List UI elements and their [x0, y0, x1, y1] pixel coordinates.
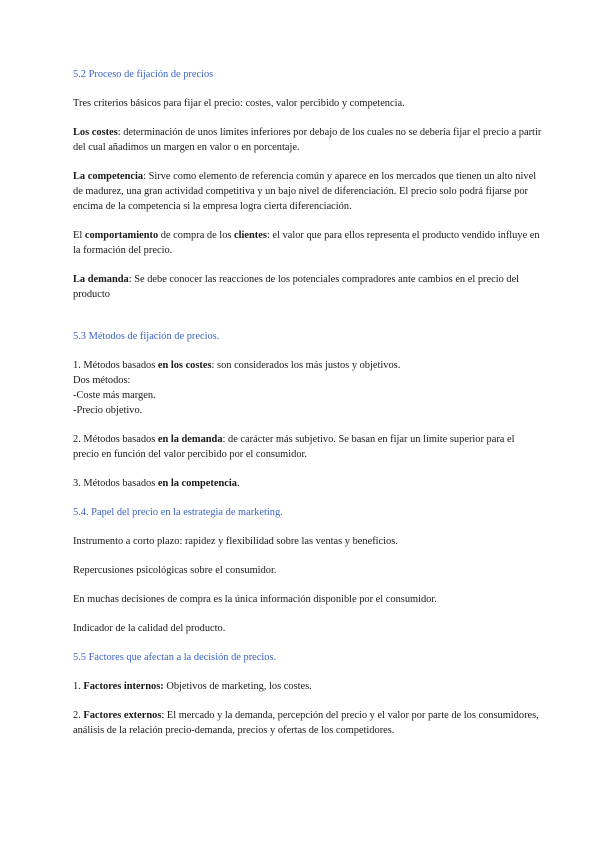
term-factores-internos: Factores internos:: [83, 681, 164, 692]
section-heading-5-5: 5.5 Factores que afectan a la decisión de precios.: [73, 652, 277, 663]
paragraph-unica-informacion: En muchas decisiones de compra es la única información disponible por el consumidor.: [73, 594, 437, 605]
paragraph-instrumento: Instrumento a corto plazo: rapidez y flexibilidad sobre las ventas y beneficios.: [73, 536, 398, 547]
paragraph-factores-internos: 1. Factores internos: Objetivos de marketing, los costes.: [73, 681, 312, 692]
paragraph-dos-metodos: Dos métodos:: [73, 375, 131, 386]
paragraph-metodo-2: 2. Métodos basados en la demanda: de carácter más subjetivo. Se basan en fijar un límite superior para el precio en función del valor percibido por el consumidor.: [73, 434, 515, 460]
list-item-precio-objetivo: -Precio objetivo.: [73, 405, 143, 416]
paragraph-indicador-calidad: Indicador de la calidad del producto.: [73, 623, 226, 634]
section-heading-5-3: 5.3 Métodos de fijación de precios.: [73, 331, 220, 342]
term-en-la-demanda: en la demanda: [157, 434, 223, 445]
term-en-los-costes: en los costes: [157, 360, 212, 371]
paragraph-competencia: La competencia: Sirve como elemento de referencia común y aparece en los mercados que tienen un alto nivel de madurez, una gran actividad competitiva y un bajo nivel de diferenciación. El precio solo podrá fijarse por encima de la competencia si la empresa logra cierta diferenciación.: [73, 171, 537, 212]
term-clientes: clientes: [234, 230, 267, 241]
paragraph-factores-externos: 2. Factores externos: El mercado y la demanda, percepción del precio y el valor por parte de los consumidores, análisis de la relación precio-demanda, precios y ofertas de los competidores.: [73, 710, 539, 736]
list-item-coste-margen: -Coste más margen.: [73, 390, 156, 401]
term-competencia: La competencia: [73, 171, 144, 182]
term-costes: Los costes: [73, 127, 118, 138]
section-heading-5-2: 5.2 Proceso de fijación de precios: [73, 69, 214, 80]
paragraph-repercusiones: Repercusiones psicológicas sobre el consumidor.: [73, 565, 277, 576]
document-body: [73, 67, 543, 738]
section-heading-5-4: 5.4. Papel del precio en la estrategia de marketing.: [73, 507, 283, 518]
paragraph-costes: Los costes: determinación de unos límites inferiores por debajo de los cuales no se debería fijar el precio a partir del cual añadimos un margen en valor o en porcentaje.: [73, 127, 542, 153]
paragraph-metodo-1: 1. Métodos basados en los costes: son considerados los más justos y objetivos.: [73, 360, 401, 371]
term-en-la-competencia: en la competencia: [157, 478, 237, 489]
paragraph-intro: Tres criterios básicos para fijar el precio: costes, valor percibido y competencia.: [73, 98, 405, 109]
term-factores-externos: Factores externos: [83, 710, 162, 721]
paragraph-demanda: La demanda: Se debe conocer las reacciones de los potenciales compradores ante cambios en el precio del producto: [73, 274, 520, 300]
term-comportamiento: comportamiento: [84, 230, 159, 241]
paragraph-comportamiento: El comportamiento de compra de los clientes: el valor que para ellos representa el producto vendido influye en la formación del precio.: [73, 230, 540, 256]
paragraph-metodo-3: 3. Métodos basados en la competencia.: [73, 478, 240, 489]
term-demanda: La demanda: [73, 274, 129, 285]
